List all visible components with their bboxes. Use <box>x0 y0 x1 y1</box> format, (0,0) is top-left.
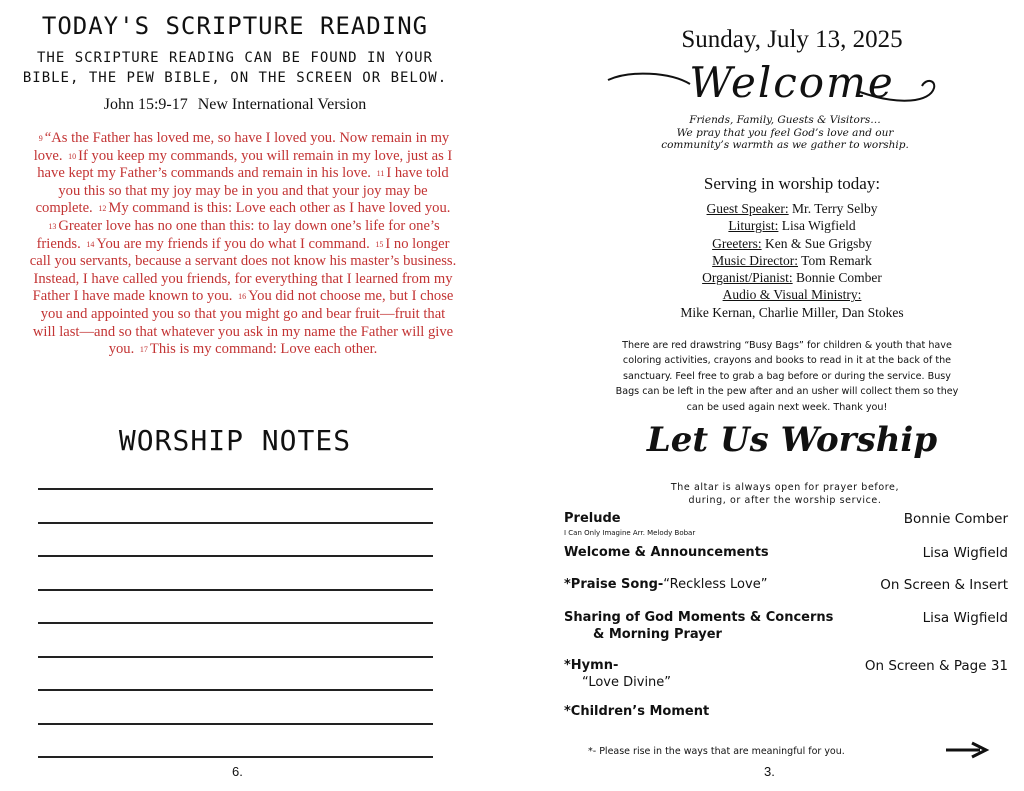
staff-row <box>560 235 1024 252</box>
page-number-right: 3. <box>764 764 775 779</box>
note-line <box>38 488 433 490</box>
verse-number: 11 <box>376 169 385 179</box>
busy-bags-notice: There are red drawstring “Busy Bags” for children & youth that have coloring activities, crayons and books to read in it at the back of the sanctuary. Feel free to grab a bag before or during the service. Busy Bags can be left in the pew after and an usher will collect them so they can be used again next week. Thank you! <box>615 340 959 413</box>
worship-notes-title: WORSHIP NOTES <box>118 424 352 457</box>
scripture-text <box>28 130 458 359</box>
notes-lines <box>38 488 433 790</box>
standing-footnote: *- Please rise in the ways that are meaningful for you. <box>588 746 845 757</box>
item-title: “Reckless Love” <box>663 577 768 592</box>
note-line <box>38 555 433 557</box>
verse-number: 14 <box>86 239 95 249</box>
verse-text: This is my command: Love each other. <box>149 341 378 358</box>
note-line <box>38 589 433 591</box>
item-name: *Hymn- <box>564 658 619 673</box>
welcome-message <box>660 114 910 152</box>
verse-text: Greater love has no one than this: to lay down one’s life for one’s friends. <box>36 217 440 252</box>
right-page <box>560 0 1024 791</box>
staff-row <box>560 200 1024 217</box>
welcome-heading: Welcome <box>689 58 895 107</box>
verse-number: 9 <box>38 134 43 143</box>
altar-note <box>620 481 950 507</box>
item-leader: On Screen & Page 31 <box>864 658 1008 674</box>
verse-text: If you keep my commands, you will remain in my love, just as I have kept my Father’s commands and remain in his love. <box>37 147 453 182</box>
note-line <box>38 656 433 658</box>
service-date: Sunday, July 13, 2025 <box>681 26 903 53</box>
staff-name: Mr. Terry Selby <box>792 201 878 216</box>
item-name <box>564 577 767 592</box>
item-label: *Praise Song- <box>564 577 664 592</box>
verse-number: 12 <box>98 204 107 214</box>
scripture-title: TODAY'S SCRIPTURE READING <box>41 12 429 40</box>
item-name: Welcome & Announcements <box>564 545 769 560</box>
verse-text: My command is this: Love each other as I have loved you. <box>108 200 451 217</box>
verse-text: “As the Father has loved me, so have I loved you. Now remain in my love. <box>33 130 450 164</box>
reference-version: New International Version <box>197 96 367 113</box>
staff-row <box>560 286 1024 303</box>
serving-heading: Serving in worship today: <box>703 174 881 193</box>
note-line <box>38 689 433 691</box>
altar-line-1: The altar is always open for prayer before, <box>670 482 900 493</box>
staff-name: Tom Remark <box>801 252 872 268</box>
item-name: *Children’s Moment <box>564 704 710 719</box>
altar-line-2: during, or after the worship service. <box>688 495 882 506</box>
scripture-intro-line-2: BIBLE, THE PEW BIBLE, ON THE SCREEN OR BELOW. <box>22 70 448 86</box>
verse <box>96 200 450 216</box>
welcome-line-1: Friends, Family, Guests & Visitors… <box>689 114 881 126</box>
verse-number: 10 <box>68 151 77 161</box>
staff-row <box>560 217 1024 234</box>
staff-role: Liturgist: <box>728 218 779 234</box>
note-line <box>38 522 433 524</box>
note-line <box>38 723 433 725</box>
welcome-line-2: We pray that you feel God’s love and our community’s warmth as we gather to worship. <box>661 126 909 151</box>
item-leader: Lisa Wigfield <box>922 545 1008 561</box>
staff-name: Lisa Wigfield <box>781 218 856 234</box>
note-line <box>38 756 433 758</box>
verse-text: You did not choose me, but I chose you and appointed you so that you might go and bear fruit—fruit that will last—and so that whatever you ask in my name the Father will give you. <box>32 288 454 358</box>
staff-row <box>560 269 1024 286</box>
staff-row <box>560 252 1024 269</box>
item-title: “Love Divine” <box>582 675 672 690</box>
right-arrow-icon <box>946 741 990 759</box>
verse-number: 16 <box>238 292 247 302</box>
staff-role: Music Director: <box>712 252 799 268</box>
item-name: Prelude <box>564 511 621 526</box>
left-page <box>0 0 470 791</box>
staff-name: Ken & Sue Grigsby <box>764 235 872 251</box>
item-name: Sharing of God Moments & Concerns <box>564 610 834 625</box>
verse-number: 13 <box>48 221 57 231</box>
verse-text: I have told you this so that my joy may be in you and that your joy may be complete. <box>35 165 449 217</box>
item-continuation: & Morning Prayer <box>593 627 722 642</box>
let-us-worship-heading: Let Us Worship <box>646 420 938 460</box>
item-subtitle: I Can Only Imagine Arr. Melody Bobar <box>564 529 696 537</box>
reference-passage: John 15:9-17 <box>103 96 188 113</box>
verse-text: I no longer call you servants, because a servant does not know his master’s business. Instead, I have called you friends, for everything that I learned from my Father I have made known to you. <box>29 235 457 305</box>
staff-av-names: Mike Kernan, Charlie Miller, Dan Stokes <box>680 304 904 320</box>
page-number-left: 6. <box>232 764 243 779</box>
scripture-intro <box>0 48 470 88</box>
scripture-intro-line-1: THE SCRIPTURE READING CAN BE FOUND IN YOUR <box>36 50 433 66</box>
item-leader: Lisa Wigfield <box>922 610 1008 626</box>
note-line <box>38 622 433 624</box>
staff-role: Organist/Pianist: <box>702 270 793 286</box>
staff-name: Bonnie Comber <box>796 270 882 286</box>
staff-role: Guest Speaker: <box>706 201 789 216</box>
item-leader: Bonnie Comber <box>903 511 1008 527</box>
verse <box>138 341 377 357</box>
verse <box>84 236 369 252</box>
verse-number: 17 <box>139 345 148 355</box>
scripture-reference <box>0 96 470 114</box>
staff-role: Greeters: <box>712 235 762 251</box>
staff-list <box>560 200 1024 321</box>
verse-number: 15 <box>375 239 384 249</box>
verse-text: You are my friends if you do what I command. <box>96 235 370 252</box>
staff-role: Audio & Visual Ministry: <box>722 287 862 303</box>
item-leader: On Screen & Insert <box>880 577 1008 593</box>
